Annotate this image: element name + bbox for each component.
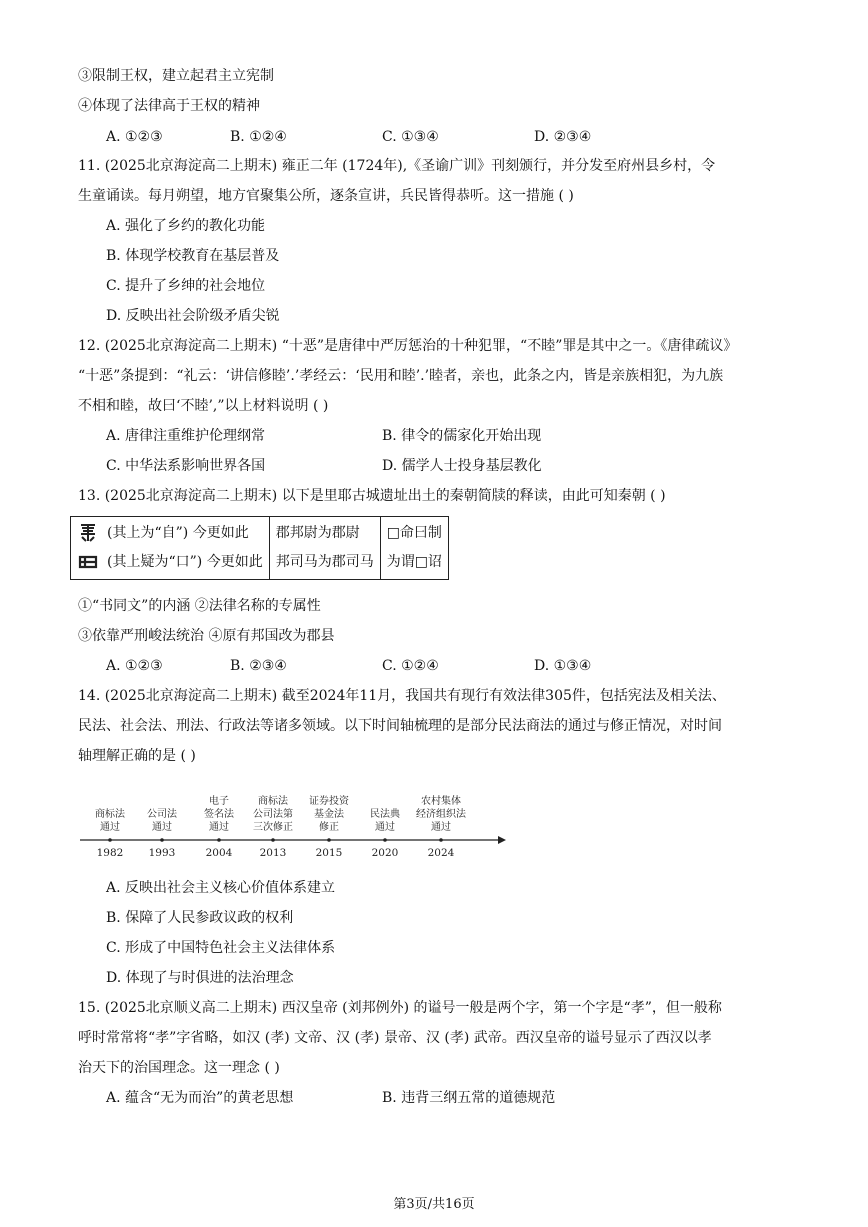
- q14-option-c[interactable]: C. 形成了中国特色社会主义法律体系: [106, 940, 336, 956]
- statement-4: ④体现了法律高于王权的精神: [78, 98, 260, 114]
- timeline-year: 2020: [371, 847, 399, 859]
- q11-option-d[interactable]: D. 反映出社会阶级矛盾尖锐: [106, 308, 280, 324]
- timeline-year: 2004: [205, 847, 233, 859]
- q11-stem-line-1: 11. (2025北京海淀高二上期末) 雍正二年 (1724年),《圣谕广训》刊刻颁行，并分发至府州县乡村，令: [78, 158, 716, 174]
- qin-bamboo-slip-table: [70, 516, 449, 580]
- timeline-event-label: 公司法: [147, 809, 177, 820]
- timeline-tick: [271, 838, 275, 842]
- timeline-event-label: 通过: [209, 822, 229, 833]
- q13-option-a[interactable]: A. ①②③: [106, 658, 163, 674]
- q11-option-c[interactable]: C. 提升了乡绅的社会地位: [106, 278, 266, 294]
- ancient-character-glyph-1: [77, 523, 99, 543]
- timeline-tick: [327, 838, 331, 842]
- q11-option-b[interactable]: B. 体现学校教育在基层普及: [106, 248, 280, 264]
- q14-option-b[interactable]: B. 保障了人民参政议政的权利: [106, 910, 294, 926]
- q14-option-d[interactable]: D. 体现了与时俱进的法治理念: [106, 970, 294, 986]
- timeline-event-label: 商标法: [95, 809, 125, 820]
- timeline-year: 2024: [427, 847, 455, 859]
- timeline-year: 2013: [259, 847, 287, 859]
- q13-statement-line-1: ①“书同文”的内涵 ②法律名称的专属性: [78, 598, 321, 614]
- q11-option-a[interactable]: A. 强化了乡约的教化功能: [106, 218, 266, 234]
- timeline-year: 2015: [315, 847, 343, 859]
- timeline-event-label: 基金法: [314, 809, 344, 820]
- timeline-arrow-icon: [498, 836, 506, 844]
- glyph-row-1-text: (其上为“自”) 今更如此: [107, 525, 249, 541]
- q15-stem-line-1: 15. (2025北京顺义高二上期末) 西汉皇帝 (刘邦例外) 的谥号一般是两个字，第一个字是“孝”，但一般称: [78, 1000, 722, 1016]
- timeline-event-label: 签名法: [204, 809, 234, 820]
- timeline-tick: [217, 838, 221, 842]
- q15-option-a[interactable]: A. 蕴含“无为而治”的黄老思想: [106, 1090, 294, 1106]
- timeline-tick: [439, 838, 443, 842]
- timeline-event-label: 修正: [319, 822, 339, 833]
- timeline-event-label: 通过: [431, 822, 451, 833]
- q14-stem-line-2: 民法、社会法、刑法、行政法等诸多领域。以下时间轴梳理的是部分民法商法的通过与修正情况，对时间: [78, 718, 722, 734]
- table-cell-officials-1: 郡邦尉为郡尉: [275, 525, 360, 541]
- q13-option-b[interactable]: B. ②③④: [230, 658, 287, 674]
- table-cell-edict-1: □命曰制: [386, 525, 442, 541]
- timeline-event-label: 商标法: [258, 796, 288, 807]
- q10-option-d[interactable]: D. ②③④: [534, 129, 592, 145]
- timeline-event-label: 电子: [209, 796, 229, 807]
- q13-option-d[interactable]: D. ①③④: [534, 658, 592, 674]
- timeline-event-label: 公司法第: [253, 809, 293, 820]
- q11-stem-line-2: 生童诵读。每月朔望，地方官聚集公所，逐条宣讲，兵民皆得恭听。这一措施 ( ): [78, 188, 574, 204]
- q12-stem-line-1: 12. (2025北京海淀高二上期末) “十恶”是唐律中严厉惩治的十种犯罪，“不睦”罪是其中之一。《唐律疏议》: [78, 338, 738, 354]
- q14-stem-line-1: 14. (2025北京海淀高二上期末) 截至2024年11月，我国共有现行有效法律305件，包括宪法及相关法、: [78, 688, 726, 704]
- q12-option-c[interactable]: C. 中华法系影响世界各国: [106, 458, 266, 474]
- timeline-event-label: 农村集体: [421, 796, 461, 807]
- glyph-row-1: [77, 519, 263, 548]
- table-col-glyphs: [71, 517, 270, 580]
- timeline-event-label: 通过: [152, 822, 172, 833]
- timeline-tick: [383, 838, 387, 842]
- timeline-tick: [160, 838, 164, 842]
- timeline-event-label: 三次修正: [253, 822, 293, 833]
- q13-option-c[interactable]: C. ①②④: [382, 658, 439, 674]
- q13-stem: 13. (2025北京海淀高二上期末) 以下是里耶古城遗址出土的秦朝简牍的释读，由此可知秦朝 ( ): [78, 488, 666, 504]
- table-cell-edict-2: 为谓□诏: [386, 554, 442, 570]
- glyph-row-2-text: (其上疑为“口”) 今更如此: [107, 554, 263, 570]
- timeline-tick: [108, 838, 112, 842]
- q15-stem-line-2: 呼时常常将“孝”字省略，如汉 (孝) 文帝、汉 (孝) 景帝、汉 (孝) 武帝。西汉皇帝的谥号显示了西汉以孝: [78, 1030, 712, 1046]
- q12-option-d[interactable]: D. 儒学人士投身基层教化: [382, 458, 542, 474]
- law-timeline: [80, 786, 510, 862]
- q12-stem-line-2: “十恶”条提到：“礼云：‘讲信修睦’.’孝经云：‘民用和睦’.’睦者，亲也，此条之内，皆是亲族相犯，为九族: [78, 368, 724, 384]
- table-col-edict: [380, 517, 448, 580]
- statement-3: ③限制王权，建立起君主立宪制: [78, 68, 274, 84]
- q10-option-c[interactable]: C. ①③④: [382, 129, 439, 145]
- q14-option-a[interactable]: A. 反映出社会主义核心价值体系建立: [106, 880, 336, 896]
- q15-option-b[interactable]: B. 违背三纲五常的道德规范: [382, 1090, 556, 1106]
- q12-stem-line-3: 不相和睦，故曰‘不睦’,”以上材料说明 ( ): [78, 398, 329, 414]
- table-cell-officials-2: 邦司马为郡司马: [275, 554, 374, 570]
- q15-stem-line-3: 治天下的治国理念。这一理念 ( ): [78, 1060, 280, 1076]
- ancient-character-glyph-2: [77, 552, 99, 572]
- q10-option-b[interactable]: B. ①②④: [230, 129, 287, 145]
- page-number: 第3页/共16页: [393, 1197, 475, 1212]
- timeline-event-label: 经济组织法: [416, 809, 466, 820]
- glyph-row-2: [77, 548, 263, 577]
- q14-stem-line-3: 轴理解正确的是 ( ): [78, 748, 196, 764]
- q12-option-b[interactable]: B. 律令的儒家化开始出现: [382, 428, 542, 444]
- timeline-event-label: 通过: [375, 822, 395, 833]
- timeline-year: 1982: [96, 847, 124, 859]
- timeline-event-label: 通过: [100, 822, 120, 833]
- q12-option-a[interactable]: A. 唐律注重维护伦理纲常: [106, 428, 266, 444]
- timeline-event-label: 证券投资: [309, 796, 349, 807]
- table-col-officials: [269, 517, 380, 580]
- timeline-event-label: 民法典: [370, 809, 400, 820]
- q10-option-a[interactable]: A. ①②③: [106, 129, 163, 145]
- q13-statement-line-2: ③依靠严刑峻法统治 ④原有邦国改为郡县: [78, 628, 335, 644]
- timeline-year: 1993: [148, 847, 176, 859]
